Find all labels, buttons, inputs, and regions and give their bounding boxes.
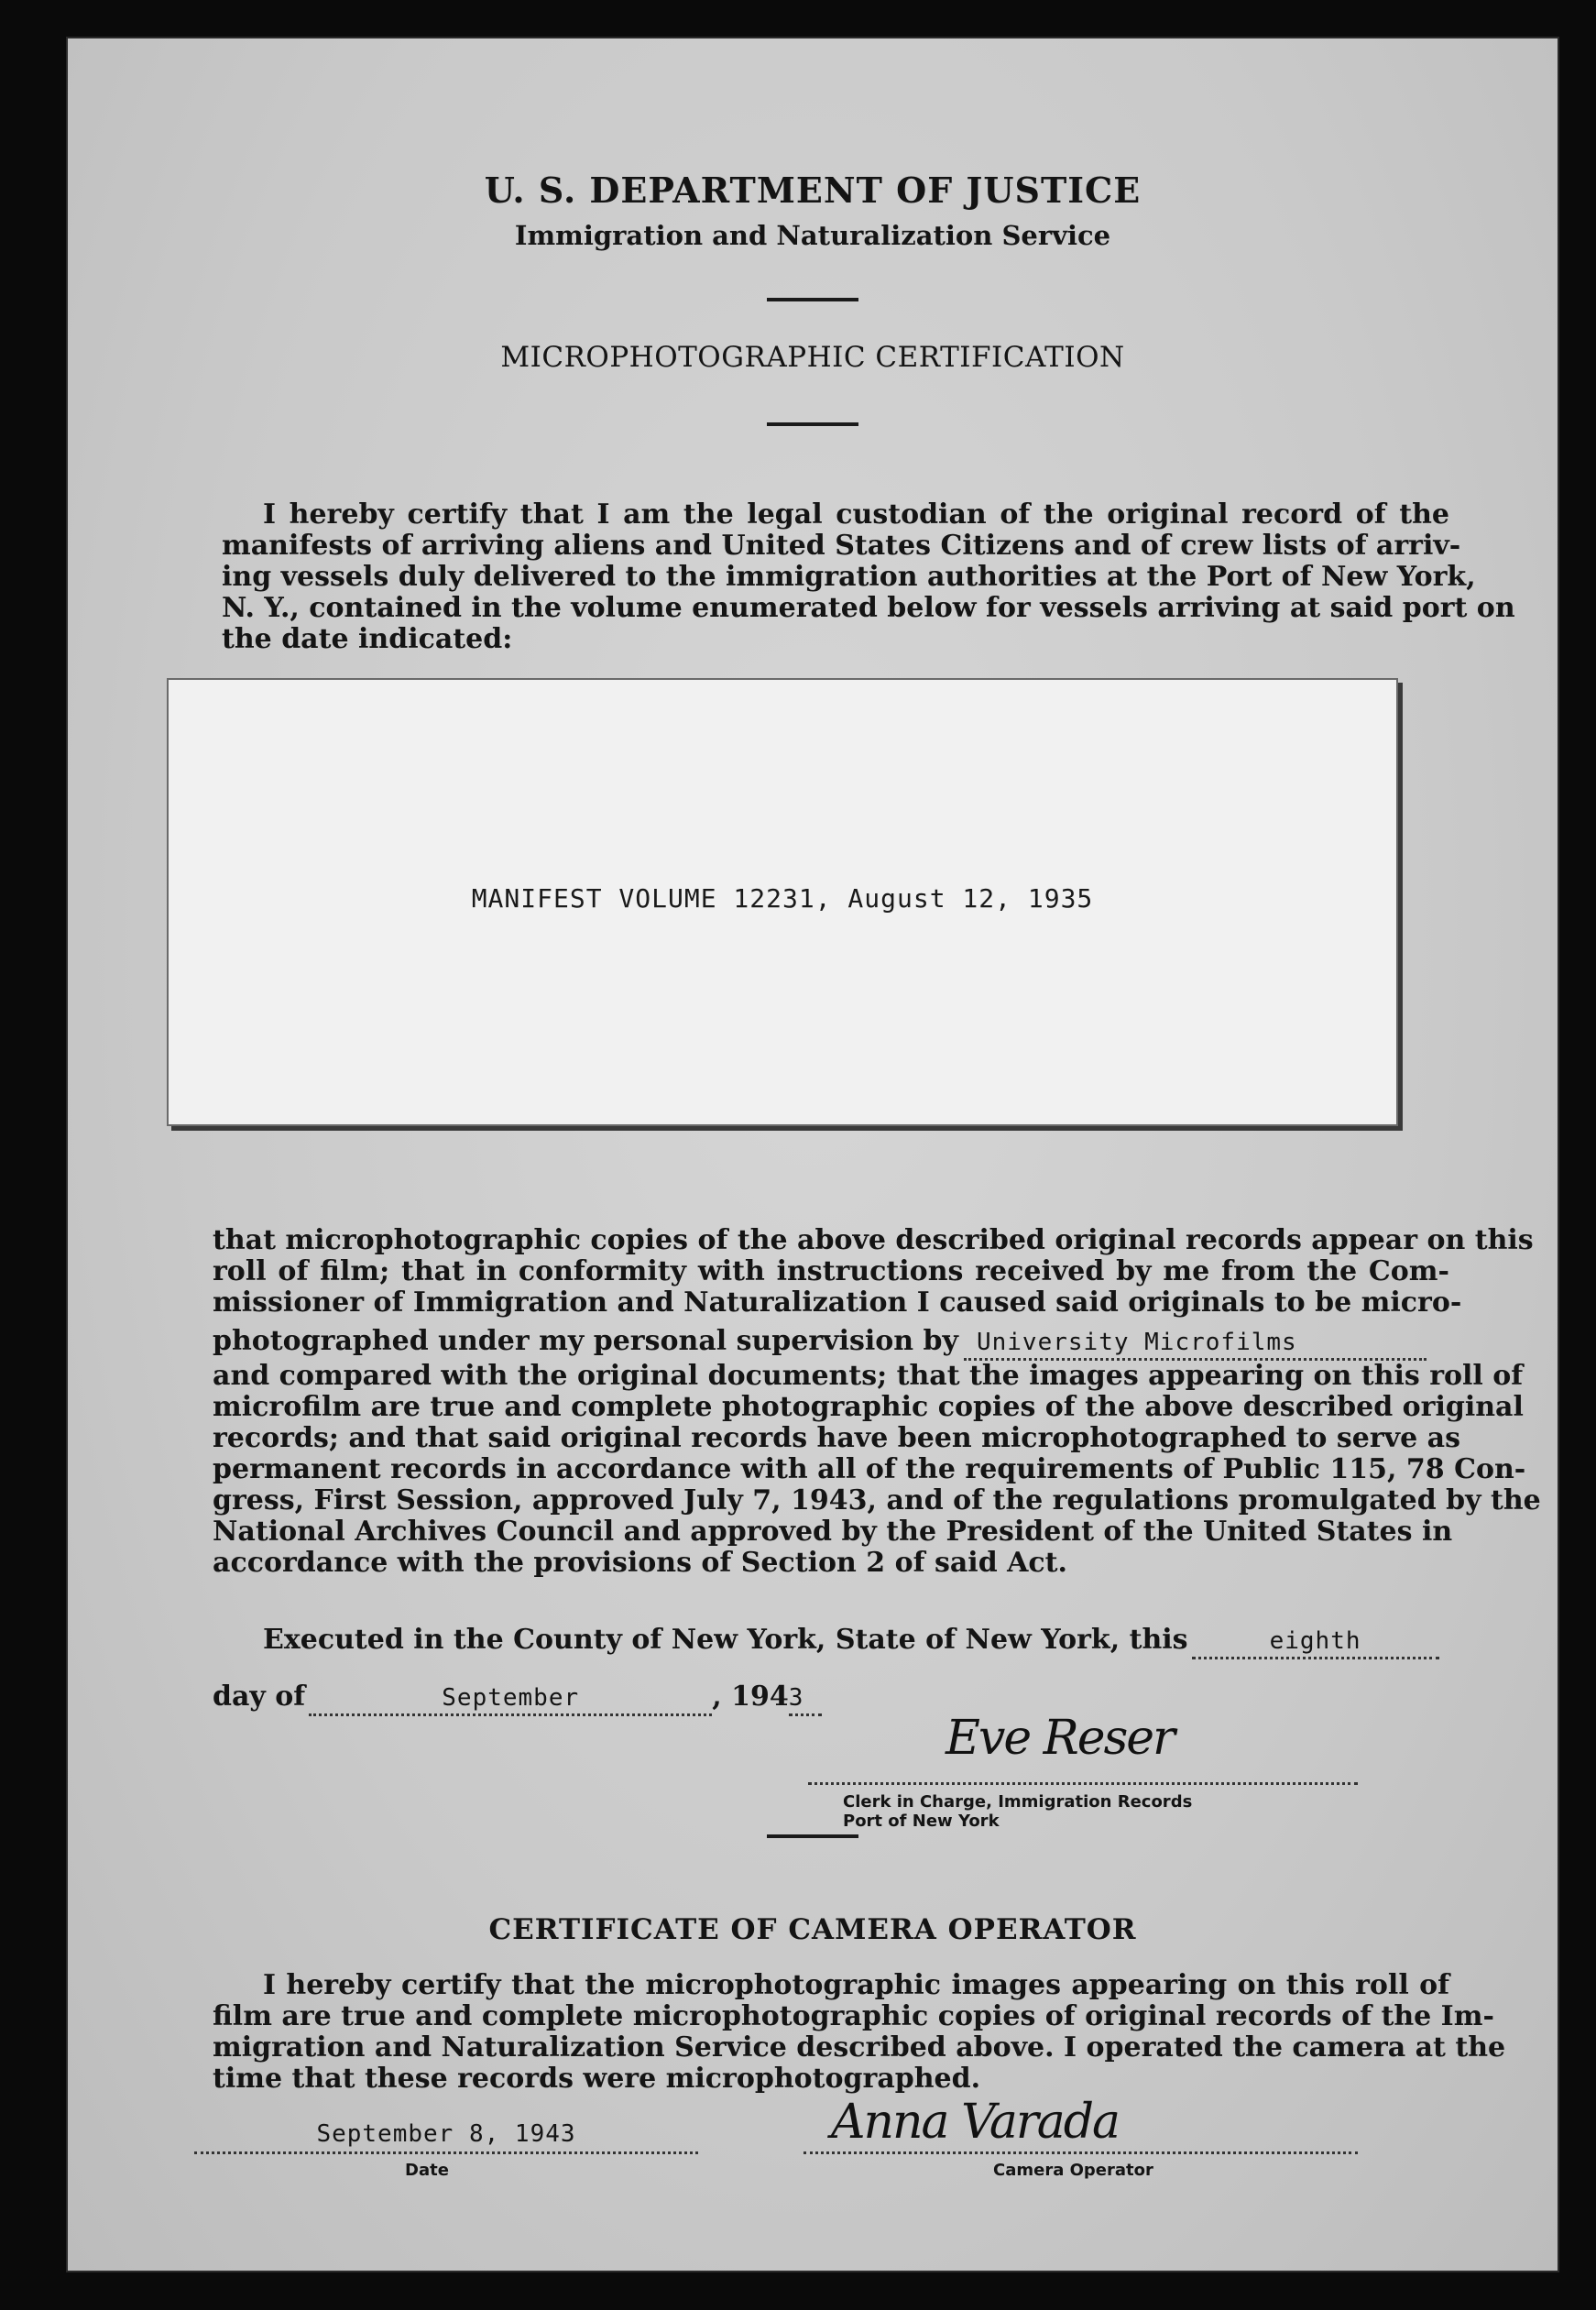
text-line: time that these records were microphotographed. — [213, 2063, 981, 2095]
year-prefix: , 194 — [712, 1680, 789, 1713]
text-line: I hereby certify that the microphotographic images appearing on this roll of — [263, 1969, 1449, 2001]
clerk-location: Port of New York — [843, 1812, 1000, 1831]
date-line — [213, 1681, 822, 1716]
text-line: roll of film; that in conformity with instructions received by me from the Com- — [213, 1255, 1449, 1287]
execution-line — [263, 1625, 1439, 1659]
service-subtitle: Immigration and Naturalization Service — [514, 220, 1111, 251]
operator-date-value: September 8, 1943 — [316, 2120, 576, 2148]
divider-rule — [767, 1834, 858, 1838]
camera-operator-heading: CERTIFICATE OF CAMERA OPERATOR — [488, 1913, 1137, 1946]
text-line: that microphotographic copies of the above described original records appear on this — [213, 1224, 1534, 1256]
clerk-title: Clerk in Charge, Immigration Records — [843, 1792, 1193, 1812]
text-line: manifests of arriving aliens and United States Citizens and of crew lists of arriv- — [222, 530, 1461, 562]
text-line: and compared with the original documents; that the images appearing on this roll of — [213, 1360, 1524, 1392]
clerk-signature-line — [808, 1711, 1358, 1785]
text-line: migration and Naturalization Service described above. I operated the camera at the — [213, 2031, 1506, 2064]
manifest-volume-text: MANIFEST VOLUME 12231, August 12, 1935 — [471, 883, 1094, 914]
certificate-sheet — [66, 37, 1559, 2272]
execution-prefix: Executed in the County of New York, State of New York, this — [263, 1624, 1188, 1656]
camera-operator-statement — [213, 1969, 1506, 2095]
clerk-signature: Eve Reser — [946, 1711, 1174, 1766]
text-line: missioner of Immigration and Naturalization I caused said originals to be micro- — [213, 1286, 1462, 1319]
custodian-certification — [222, 498, 1515, 655]
year-value: 3 — [788, 1684, 804, 1712]
microphotography-statement — [213, 1224, 1541, 1579]
form-title: MICROPHOTOGRAPHIC CERTIFICATION — [500, 341, 1125, 374]
text-line: I hereby certify that I am the legal custodian of the original record of the — [263, 498, 1449, 531]
operator-signature: Anna Varada — [831, 2095, 1119, 2150]
month-field — [309, 1681, 712, 1716]
divider-rule — [767, 422, 858, 426]
text-line: ing vessels duly delivered to the immigration authorities at the Port of New York, — [222, 561, 1476, 593]
supervision-line — [213, 1326, 1449, 1361]
date-field — [194, 2115, 698, 2154]
operator-label: Camera Operator — [993, 2161, 1153, 2180]
text-line: accordance with the provisions of Section 2 of said Act. — [213, 1547, 1067, 1579]
text-line: film are true and complete microphotographic copies of original records of the Im- — [213, 2000, 1494, 2032]
day-value: eighth — [1269, 1627, 1361, 1655]
day-field — [1192, 1625, 1439, 1659]
record-card — [167, 678, 1398, 1126]
text-line: gress, First Session, approved July 7, 1943, and of the regulations promulgated by the — [213, 1484, 1541, 1516]
supervisor-value: University Microfilms — [976, 1329, 1297, 1356]
text-line: N. Y., contained in the volume enumerated below for vessels arriving at said port on — [222, 592, 1515, 624]
text-line: microfilm are true and complete photographic copies of the above described original — [213, 1391, 1524, 1423]
month-value: September — [442, 1684, 580, 1712]
operator-signature-line — [803, 2095, 1358, 2154]
date-label: Date — [405, 2161, 449, 2180]
department-title: U. S. DEPARTMENT OF JUSTICE — [484, 170, 1142, 211]
text-line: photographed under my personal supervision by — [213, 1325, 958, 1357]
text-line: the date indicated: — [222, 623, 513, 655]
text-line: National Archives Council and approved by the President of the United States in — [213, 1516, 1453, 1548]
divider-rule — [767, 298, 858, 301]
day-of-label: day of — [213, 1680, 306, 1713]
text-line: records; and that said original records have been microphotographed to serve as — [213, 1422, 1460, 1454]
text-line: permanent records in accordance with all of the requirements of Public 115, 78 Con- — [213, 1453, 1526, 1485]
year-field — [789, 1681, 822, 1716]
supervisor-field — [964, 1326, 1427, 1361]
